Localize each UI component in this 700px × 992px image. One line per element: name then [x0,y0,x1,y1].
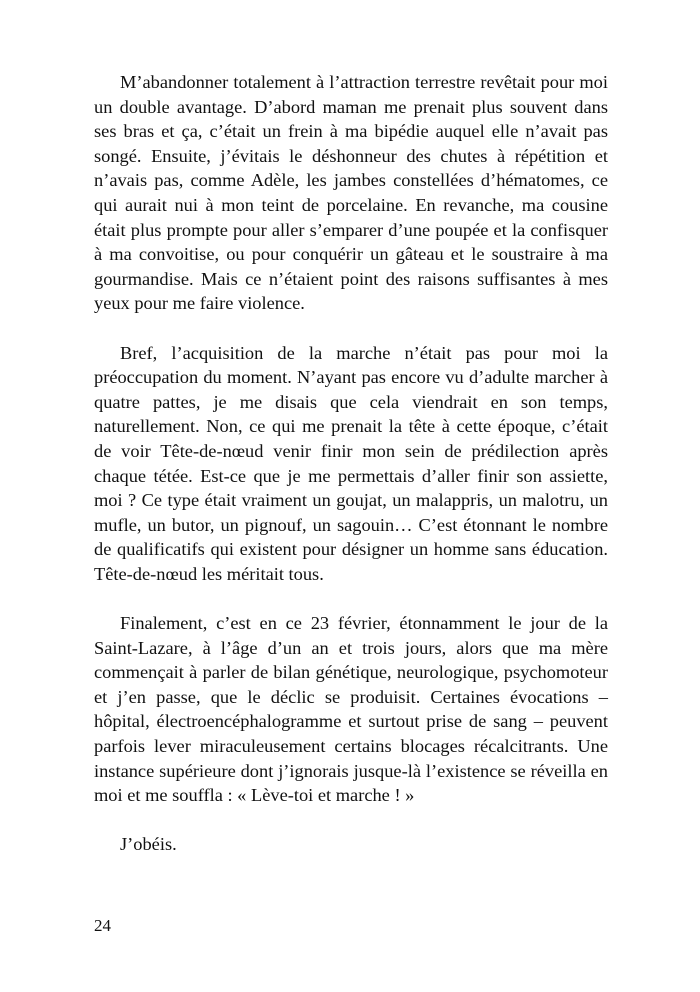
paragraph-2: Bref, l’acquisition de la marche n’était pas pour moi la préoccupation du moment. N’ayant pas encore vu d’adulte marcher à quatre pattes, je me disais que cela viendrait en son temps, naturellement. Non, ce qui me prenait la tête à cette époque, c’était de voir Tête-de-nœud venir finir mon sein de prédilection après chaque tétée. Est-ce que je me permettais d’aller finir son assiette, moi ? Ce type était vraiment un goujat, un malappris, un malotru, un mufle, un butor, un pignouf, un sagouin… C’est étonnant le nombre de qualificatifs qui existent pour désigner un homme sans éducation. Tête-de-nœud les méritait tous. [94,342,608,584]
paragraph-1: M’abandonner totalement à l’attraction terrestre revêtait pour moi un double avantage. D’abord maman me prenait plus souvent dans ses bras et ça, c’était un frein à ma bipédie auquel elle n’avait pas songé. Ensuite, j’évitais le déshonneur des chutes à répétition et n’avais pas, comme Adèle, les jambes constellées d’hématomes, ce qui aurait nui à mon teint de porcelaine. En revanche, ma cousine était plus prompte pour aller s’emparer d’une poupée et la confisquer à ma convoitise, ou pour conquérir un gâteau et le soustraire à ma gourmandise. Mais ce n’étaient point des raisons suffisantes à mes yeux pour me faire violence. [94,72,608,314]
paragraph-3: Finalement, c’est en ce 23 février, étonnamment le jour de la Saint-Lazare, à l’âge d’un an et trois jours, alors que ma mère commençait à parler de bilan génétique, neurologique, psychomoteur et j’en passe, que le déclic se produisit. Certaines évocations – hôpital, électroencéphalogramme et surtout prise de sang – peuvent parfois lever miraculeusement certains blocages récalcitrants. Une instance supérieure dont j’ignorais jusque-là l’existence se réveilla en moi et me souffla : « Lève-toi et marche ! » [94,613,608,806]
body-text [94,70,608,882]
page-number: 24 [94,916,111,935]
paragraph-4: J’obéis. [120,834,177,855]
